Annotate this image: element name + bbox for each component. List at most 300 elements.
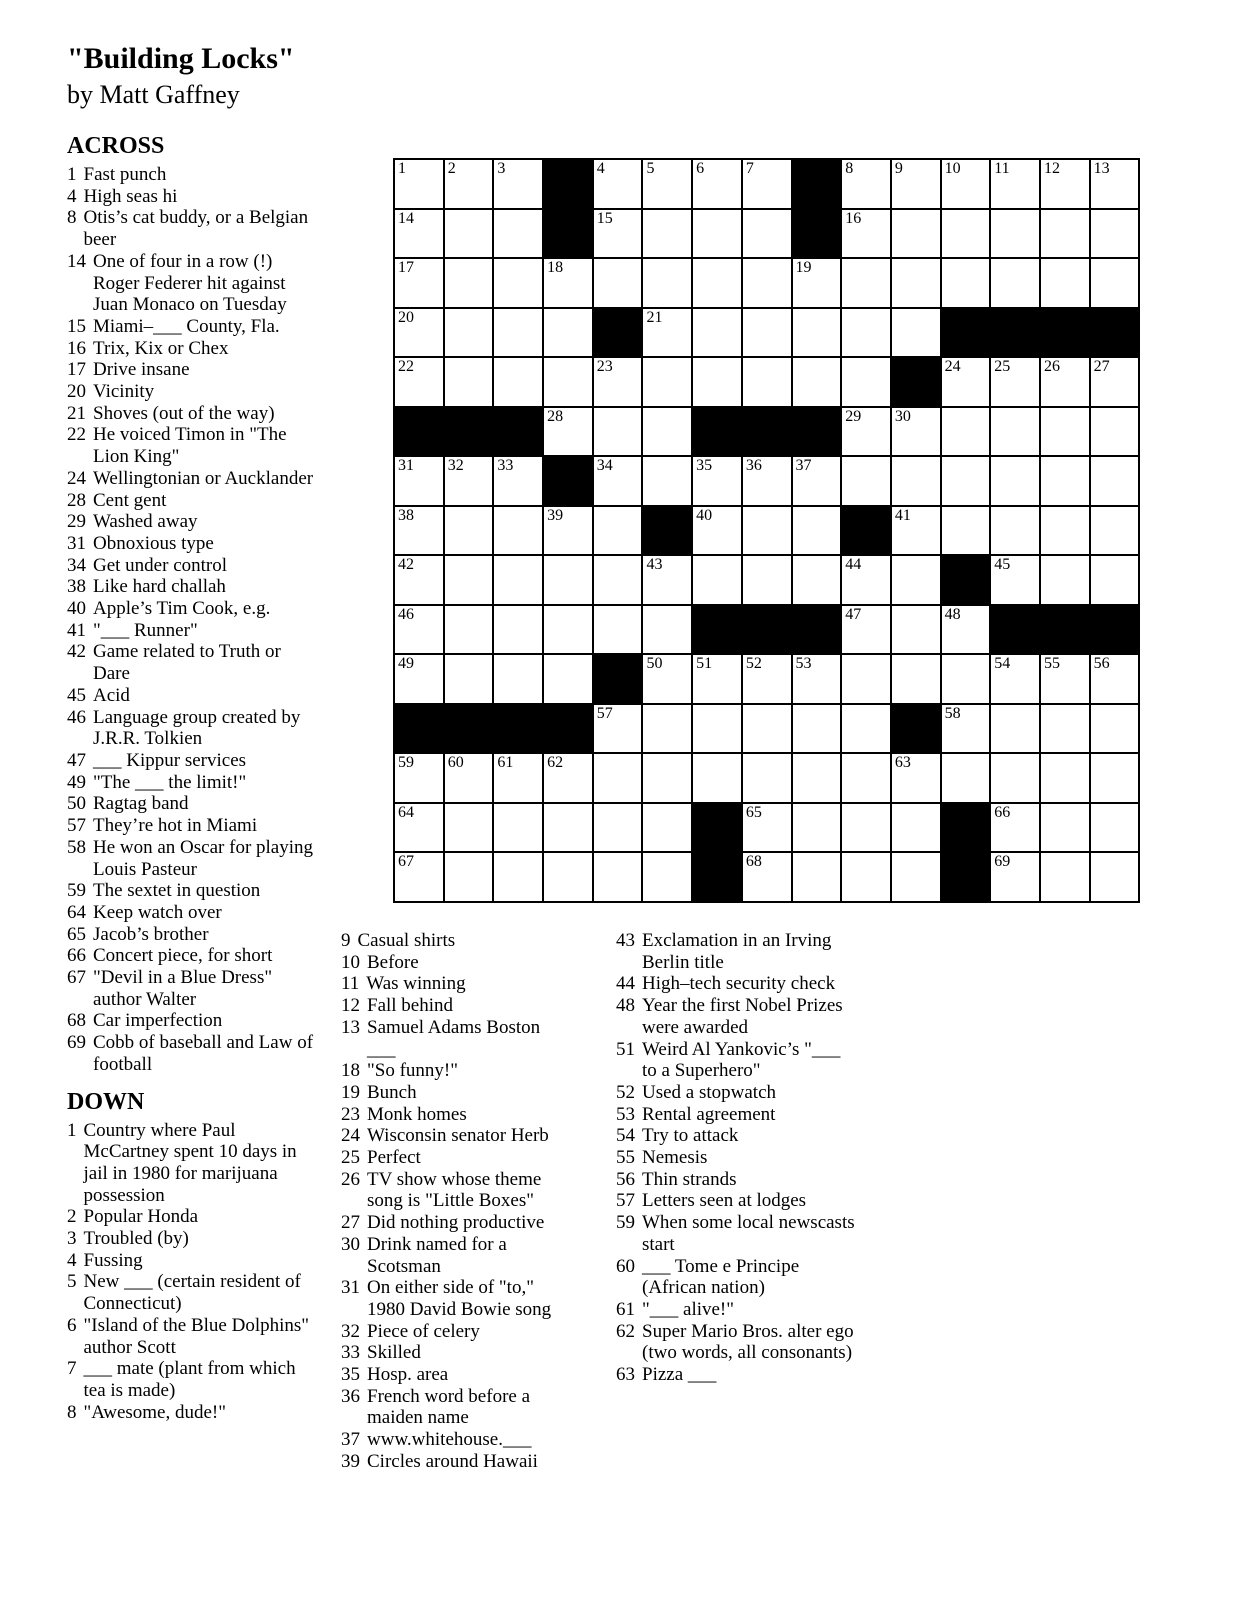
grid-cell-r13c4	[544, 754, 592, 802]
crossword-grid	[393, 158, 1140, 903]
grid-cell-r2c5	[594, 210, 642, 258]
cell-number: 38	[398, 506, 414, 524]
clue-number: 24	[341, 1125, 360, 1147]
clue-number: 59	[616, 1212, 635, 1234]
cell-number: 43	[646, 556, 663, 573]
across-clue-65	[67, 924, 319, 946]
clue-number: 12	[341, 995, 360, 1017]
clue-text: Samuel Adams Boston ___	[367, 1016, 541, 1060]
across-clue-29	[67, 511, 319, 533]
across-clue-67	[67, 967, 319, 1010]
clue-text: Weird Al Yankovic’s "___ to a Superhero"	[642, 1038, 841, 1082]
grid-cell-r15c1	[395, 853, 443, 901]
clue-number: 51	[616, 1038, 635, 1060]
clue-text: ___ mate (plant from which tea is made)	[83, 1358, 296, 1401]
clue-number: 38	[67, 576, 86, 598]
across-clue-64	[67, 902, 319, 924]
grid-cell-r12c3-black	[494, 705, 542, 753]
clue-text: Like hard challah	[93, 576, 226, 598]
grid-cell-r14c10	[842, 804, 890, 852]
grid-cell-r15c14	[1041, 853, 1089, 901]
cell-number: 44	[845, 556, 862, 573]
grid-cell-r1c13	[991, 160, 1039, 208]
clue-text: Casual shirts	[357, 930, 456, 951]
grid-cell-r3c2	[445, 259, 493, 307]
clue-text: Vicinity	[93, 381, 155, 403]
cell-number: 20	[398, 308, 414, 326]
clue-number: 23	[341, 1103, 360, 1125]
grid-cell-r2c13	[991, 210, 1039, 258]
grid-cell-r15c8	[743, 853, 791, 901]
grid-cell-r6c7-black	[693, 408, 741, 456]
grid-cell-r8c13	[991, 507, 1039, 555]
cell-number: 48	[944, 605, 961, 623]
clue-text: Circles around Hawaii	[367, 1450, 538, 1472]
across-clue-45	[67, 685, 319, 707]
clue-text: Letters seen at lodges	[642, 1190, 807, 1212]
grid-cell-r5c10	[842, 358, 890, 406]
down-clue-57	[616, 1190, 856, 1212]
clue-number: 45	[67, 684, 86, 706]
grid-cell-r12c1-black	[395, 705, 443, 753]
grid-cell-r5c5	[594, 358, 642, 406]
clue-text: He won an Oscar for playing Louis Pasteur	[93, 836, 314, 880]
grid-cell-r3c5	[594, 259, 642, 307]
grid-cell-r14c14	[1041, 804, 1089, 852]
grid-cell-r12c10	[842, 705, 890, 753]
grid-cell-r4c8	[743, 309, 791, 357]
grid-cell-r3c10	[842, 259, 890, 307]
grid-cell-r5c2	[445, 358, 493, 406]
grid-cell-r14c8	[743, 804, 791, 852]
clue-number: 3	[67, 1228, 77, 1250]
down-clue-list-col1	[67, 1120, 319, 1424]
grid-cell-r4c5-black	[594, 309, 642, 357]
cell-number: 40	[696, 506, 713, 524]
grid-cell-r10c8-black	[743, 606, 791, 654]
grid-cell-r15c15	[1091, 853, 1139, 901]
clue-number: 57	[616, 1190, 635, 1212]
down-clue-27	[341, 1212, 565, 1234]
grid-cell-r10c5	[594, 606, 642, 654]
down-clue-54	[616, 1125, 856, 1147]
cell-number: 3	[497, 160, 506, 177]
clue-text: Bunch	[367, 1081, 417, 1103]
grid-cell-r11c3	[494, 655, 542, 703]
cell-number: 16	[845, 209, 862, 227]
clue-number: 27	[341, 1212, 360, 1234]
grid-cell-r8c6-black	[643, 507, 691, 555]
down-clue-60	[616, 1256, 856, 1299]
grid-cell-r1c14	[1041, 160, 1089, 208]
clue-text: Apple’s Tim Cook, e.g.	[93, 598, 271, 620]
grid-cell-r14c11	[892, 804, 940, 852]
clue-text: Used a stopwatch	[642, 1081, 777, 1103]
grid-cell-r11c12	[942, 655, 990, 703]
grid-cell-r6c13	[991, 408, 1039, 456]
down-clue-3	[67, 1228, 319, 1250]
clue-number: 56	[616, 1168, 635, 1190]
clue-text: Before	[367, 951, 419, 973]
grid-cell-r4c7	[693, 309, 741, 357]
clue-text: Perfect	[367, 1147, 421, 1169]
clue-number: 8	[67, 1401, 77, 1423]
grid-cell-r7c7	[693, 457, 741, 505]
clue-number: 31	[67, 532, 86, 554]
clue-text: Skilled	[367, 1342, 421, 1364]
grid-cell-r8c4	[544, 507, 592, 555]
clue-text: Try to attack	[642, 1125, 739, 1147]
clue-number: 50	[67, 793, 86, 815]
grid-cell-r14c9	[793, 804, 841, 852]
cell-number: 9	[894, 160, 903, 177]
grid-cell-r14c5	[594, 804, 642, 852]
grid-cell-r9c15	[1091, 556, 1139, 604]
clue-text: Drink named for a Scotsman	[367, 1233, 507, 1277]
grid-cell-r8c7	[693, 507, 741, 555]
grid-cell-r14c7-black	[693, 804, 741, 852]
down-clue-6	[67, 1315, 319, 1358]
grid-cell-r13c12	[942, 754, 990, 802]
grid-cell-r13c6	[643, 754, 691, 802]
grid-cell-r6c11	[892, 408, 940, 456]
cell-number: 63	[894, 754, 911, 771]
clue-number: 5	[67, 1271, 77, 1293]
grid-cell-r10c9-black	[793, 606, 841, 654]
grid-cell-r10c3	[494, 606, 542, 654]
across-clue-49	[67, 772, 319, 794]
grid-cell-r5c8	[743, 358, 791, 406]
grid-cell-r2c2	[445, 210, 493, 258]
cell-number: 25	[994, 358, 1011, 375]
clue-number: 54	[616, 1125, 635, 1147]
clue-number: 46	[67, 706, 86, 728]
grid-cell-r5c3	[494, 358, 542, 406]
across-clue-58	[67, 837, 319, 880]
across-clue-14	[67, 251, 319, 316]
cell-number: 54	[994, 655, 1011, 672]
grid-cell-r5c7	[693, 358, 741, 406]
grid-cell-r6c9-black	[793, 408, 841, 456]
clue-number: 40	[67, 598, 86, 620]
grid-cell-r3c11	[892, 259, 940, 307]
clue-number: 41	[67, 619, 86, 641]
clue-text: Rental agreement	[642, 1103, 776, 1125]
grid-cell-r3c8	[743, 259, 791, 307]
grid-cell-r15c5	[594, 853, 642, 901]
clue-number: 49	[67, 771, 86, 793]
grid-cell-r13c11	[892, 754, 940, 802]
clue-text: "Awesome, dude!"	[83, 1401, 227, 1423]
clue-number: 64	[67, 901, 86, 923]
clue-text: Get under control	[93, 554, 228, 576]
grid-cell-r9c2	[445, 556, 493, 604]
grid-cell-r15c12-black	[942, 853, 990, 901]
clue-number: 4	[67, 1249, 77, 1271]
grid-cell-r14c4	[544, 804, 592, 852]
cell-number: 30	[894, 407, 911, 425]
grid-cell-r14c1	[395, 804, 443, 852]
grid-cell-r12c11-black	[892, 705, 940, 753]
grid-cell-r8c9	[793, 507, 841, 555]
grid-cell-r10c10	[842, 606, 890, 654]
across-clue-1	[67, 164, 319, 186]
across-clue-15	[67, 316, 319, 338]
grid-cell-r4c1	[395, 309, 443, 357]
clue-text: Troubled (by)	[83, 1228, 189, 1250]
down-clue-44	[616, 973, 856, 995]
grid-cell-r2c7	[693, 210, 741, 258]
cell-number: 6	[696, 160, 705, 177]
clue-number: 61	[616, 1298, 635, 1320]
down-clue-33	[341, 1342, 565, 1364]
grid-cell-r6c8-black	[743, 408, 791, 456]
grid-cell-r13c8	[743, 754, 791, 802]
clue-number: 68	[67, 1010, 86, 1032]
clue-number: 1	[67, 1119, 77, 1141]
down-heading: DOWN	[67, 1088, 145, 1115]
clue-number: 21	[67, 402, 86, 424]
grid-cell-r11c15	[1091, 655, 1139, 703]
grid-cell-r10c4	[544, 606, 592, 654]
clue-text: Wellingtonian or Aucklander	[93, 467, 314, 489]
clue-number: 10	[341, 951, 360, 973]
cell-number: 51	[696, 655, 713, 672]
grid-cell-r12c7	[693, 705, 741, 753]
clue-text: TV show whose theme song is "Little Boxes"	[367, 1168, 542, 1212]
clue-number: 35	[341, 1364, 360, 1386]
grid-cell-r13c2	[445, 754, 493, 802]
grid-cell-r6c2-black	[445, 408, 493, 456]
clue-number: 60	[616, 1255, 635, 1277]
grid-cell-r7c10	[842, 457, 890, 505]
cell-number: 23	[596, 358, 613, 375]
cell-number: 52	[745, 655, 762, 672]
down-clue-37	[341, 1429, 565, 1451]
grid-cell-r12c12	[942, 705, 990, 753]
down-clue-32	[341, 1321, 565, 1343]
down-clue-23	[341, 1104, 565, 1126]
down-clue-59	[616, 1212, 856, 1255]
grid-cell-r1c15	[1091, 160, 1139, 208]
grid-cell-r15c4	[544, 853, 592, 901]
cell-number: 8	[845, 160, 854, 177]
cell-number: 60	[447, 754, 464, 771]
across-clue-22	[67, 424, 319, 467]
clue-text: "The ___ the limit!"	[93, 771, 247, 793]
grid-cell-r2c14	[1041, 210, 1089, 258]
across-clue-21	[67, 403, 319, 425]
grid-cell-r4c2	[445, 309, 493, 357]
grid-cell-r9c5	[594, 556, 642, 604]
clue-number: 62	[616, 1320, 635, 1342]
clue-number: 9	[341, 930, 351, 951]
down-clue-24	[341, 1125, 565, 1147]
left-column	[67, 42, 319, 1423]
grid-cell-r11c8	[743, 655, 791, 703]
grid-cell-r3c9	[793, 259, 841, 307]
clue-text: "So funny!"	[367, 1060, 458, 1082]
cell-number: 5	[646, 160, 655, 177]
cell-number: 68	[745, 853, 762, 870]
grid-cell-r5c11-black	[892, 358, 940, 406]
grid-cell-r14c3	[494, 804, 542, 852]
down-clue-39	[341, 1451, 565, 1473]
down-clue-10	[341, 952, 565, 974]
grid-cell-r7c13	[991, 457, 1039, 505]
clue-text: When some local newscasts start	[642, 1212, 855, 1255]
grid-cell-r11c11	[892, 655, 940, 703]
clue-number: 18	[341, 1060, 360, 1082]
across-clue-38	[67, 576, 319, 598]
grid-cell-r2c6	[643, 210, 691, 258]
grid-cell-r1c11	[892, 160, 940, 208]
clue-text: Piece of celery	[367, 1320, 480, 1342]
cell-number: 10	[944, 160, 961, 177]
grid-cell-r15c10	[842, 853, 890, 901]
clue-number: 14	[67, 250, 86, 272]
grid-cell-r8c15	[1091, 507, 1139, 555]
across-clue-24	[67, 468, 319, 490]
grid-cell-r6c4	[544, 408, 592, 456]
clue-text: Year the first Nobel Prizes were awarded	[642, 995, 843, 1038]
clue-number: 4	[67, 185, 77, 207]
cell-number: 46	[398, 605, 414, 623]
grid-cell-r1c6	[643, 160, 691, 208]
down-clue-9	[341, 930, 565, 952]
cell-number: 34	[596, 457, 613, 474]
clue-text: Cent gent	[93, 489, 167, 511]
clue-number: 65	[67, 923, 86, 945]
cell-number: 27	[1093, 358, 1110, 375]
grid-cell-r11c13	[991, 655, 1039, 703]
grid-cell-r7c15	[1091, 457, 1139, 505]
grid-cell-r1c3	[494, 160, 542, 208]
down-clue-30	[341, 1234, 565, 1277]
grid-cell-r15c7-black	[693, 853, 741, 901]
across-clue-42	[67, 641, 319, 684]
across-clue-46	[67, 707, 319, 750]
grid-cell-r3c3	[494, 259, 542, 307]
grid-cell-r9c11	[892, 556, 940, 604]
grid-cell-r8c3	[494, 507, 542, 555]
down-clue-2	[67, 1206, 319, 1228]
grid-cell-r12c4-black	[544, 705, 592, 753]
grid-cell-r6c1-black	[395, 408, 443, 456]
grid-cell-r6c6	[643, 408, 691, 456]
grid-cell-r13c5	[594, 754, 642, 802]
grid-cell-r3c14	[1041, 259, 1089, 307]
clue-text: Monk homes	[367, 1103, 467, 1125]
down-clue-35	[341, 1364, 565, 1386]
clue-text: The sextet in question	[93, 880, 261, 902]
down-clue-43	[616, 930, 856, 973]
down-clue-5	[67, 1271, 319, 1314]
clue-number: 57	[67, 815, 86, 837]
grid-cell-r12c9	[793, 705, 841, 753]
grid-cell-r4c9	[793, 309, 841, 357]
grid-cell-r8c11	[892, 507, 940, 555]
down-clue-55	[616, 1147, 856, 1169]
cell-number: 21	[646, 308, 663, 326]
clue-number: 19	[341, 1081, 360, 1103]
grid-cell-r2c11	[892, 210, 940, 258]
grid-cell-r10c13-black	[991, 606, 1039, 654]
clue-text: Wisconsin senator Herb	[367, 1125, 549, 1147]
grid-cell-r3c1	[395, 259, 443, 307]
cell-number: 19	[795, 259, 812, 276]
across-clue-69	[67, 1032, 319, 1075]
grid-cell-r1c7	[693, 160, 741, 208]
down-clue-51	[616, 1039, 856, 1082]
grid-cell-r7c9	[793, 457, 841, 505]
grid-cell-r2c10	[842, 210, 890, 258]
grid-cell-r11c1	[395, 655, 443, 703]
clue-text: Trix, Kix or Chex	[93, 337, 229, 359]
grid-cell-r15c3	[494, 853, 542, 901]
grid-cell-r5c1	[395, 358, 443, 406]
grid-cell-r1c2	[445, 160, 493, 208]
down-clue-18	[341, 1060, 565, 1082]
grid-cell-r1c12	[942, 160, 990, 208]
grid-cell-r9c12-black	[942, 556, 990, 604]
grid-cell-r7c8	[743, 457, 791, 505]
grid-cell-r12c15	[1091, 705, 1139, 753]
clue-text: Hosp. area	[367, 1364, 449, 1386]
grid-cell-r9c3	[494, 556, 542, 604]
down-clue-61	[616, 1299, 856, 1321]
grid-cell-r2c4-black	[544, 210, 592, 258]
grid-cell-r12c5	[594, 705, 642, 753]
clue-text: ___ Tome e Principe (African nation)	[642, 1255, 800, 1299]
grid-cell-r6c3-black	[494, 408, 542, 456]
clue-text: Exclamation in an Irving Berlin title	[642, 930, 832, 973]
grid-cell-r5c6	[643, 358, 691, 406]
across-clue-57	[67, 815, 319, 837]
cell-number: 11	[994, 160, 1010, 177]
grid-cell-r3c6	[643, 259, 691, 307]
clue-text: He voiced Timon in "The Lion King"	[93, 424, 287, 468]
grid-cell-r2c8	[743, 210, 791, 258]
clue-text: Nemesis	[642, 1147, 708, 1169]
grid-cell-r14c15	[1091, 804, 1139, 852]
across-clue-8	[67, 207, 319, 250]
grid-cell-r15c2	[445, 853, 493, 901]
across-clue-66	[67, 945, 319, 967]
grid-cell-r9c4	[544, 556, 592, 604]
grid-cell-r13c7	[693, 754, 741, 802]
clue-number: 33	[341, 1342, 360, 1364]
cell-number: 47	[845, 605, 862, 623]
across-clue-16	[67, 338, 319, 360]
grid-cell-r13c14	[1041, 754, 1089, 802]
grid-cell-r4c3	[494, 309, 542, 357]
cell-number: 59	[398, 754, 414, 771]
grid-cell-r7c1	[395, 457, 443, 505]
clue-text: Fussing	[83, 1249, 143, 1271]
grid-cell-r1c8	[743, 160, 791, 208]
cell-number: 1	[398, 160, 406, 177]
clue-number: 32	[341, 1320, 360, 1342]
clue-number: 2	[67, 1206, 77, 1228]
clue-number: 11	[341, 973, 360, 995]
grid-cell-r4c13-black	[991, 309, 1039, 357]
cell-number: 36	[745, 457, 762, 474]
grid-cell-r13c9	[793, 754, 841, 802]
clue-text: Did nothing productive	[367, 1212, 545, 1234]
clue-number: 15	[67, 315, 86, 337]
clue-number: 1	[67, 164, 77, 185]
